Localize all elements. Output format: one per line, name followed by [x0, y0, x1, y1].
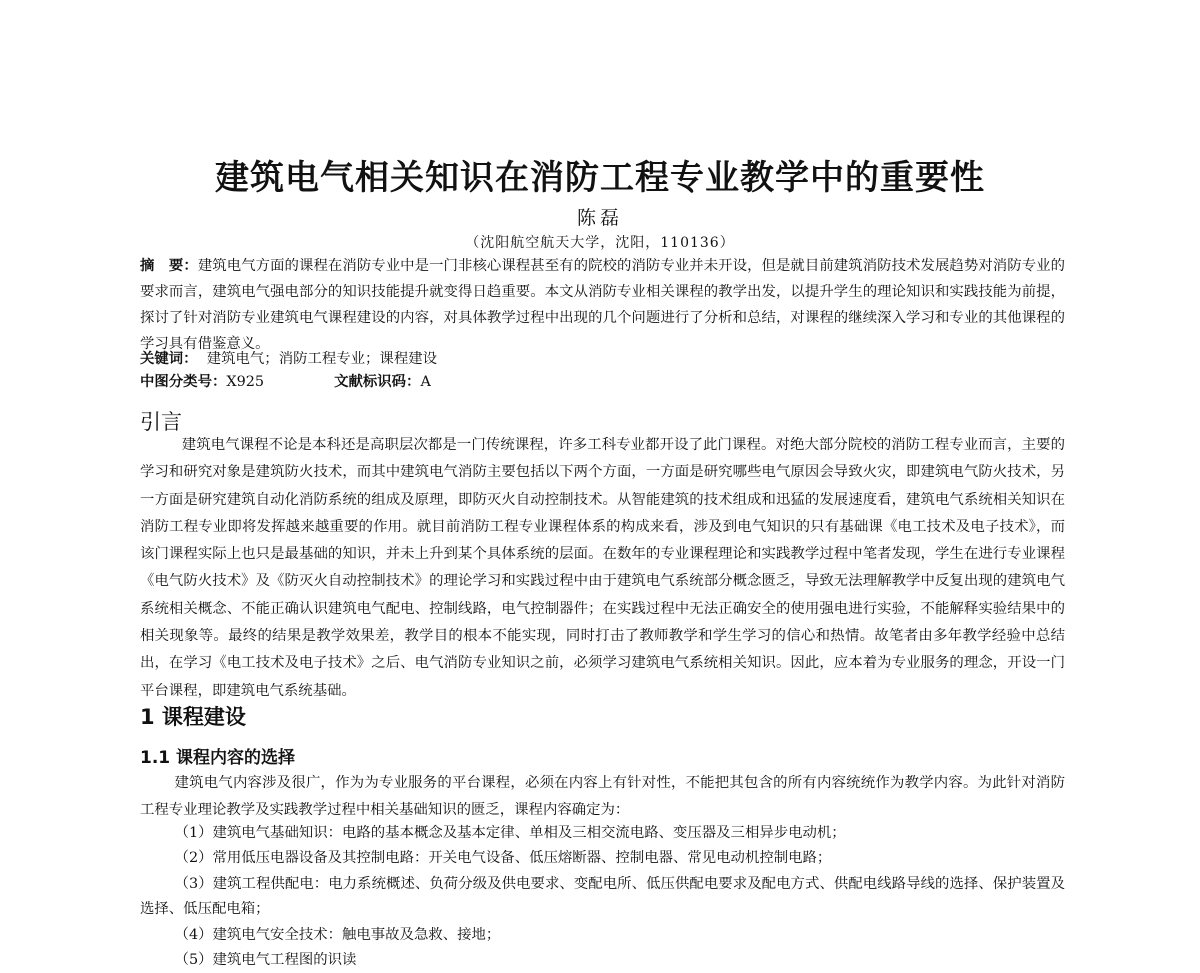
section-1-1-heading: 1.1 课程内容的选择	[140, 748, 296, 768]
doc-code-value: A	[420, 374, 431, 390]
section-1-heading: 1 课程建设	[140, 705, 246, 729]
list-item: （1）建筑电气基础知识：电路的基本概念及基本定律、单相及三相交流电路、变压器及三相异步电动机；	[174, 825, 846, 841]
abstract-label: 摘 要：	[140, 257, 198, 274]
abstract	[140, 253, 1065, 357]
paper-title: 建筑电气相关知识在消防工程专业教学中的重要性	[215, 158, 985, 198]
doc-code-label: 文献标识码：	[334, 373, 421, 390]
section-1-1-paragraph: 建筑电气内容涉及很广，作为为专业服务的平台课程，必须在内容上有针对性，不能把其包含的所有内容统统作为教学内容。为此针对消防工程专业理论教学及实践教学过程中相关基础知识的匮乏，课程内容确定为：	[140, 775, 1065, 819]
list-item: （5）建筑电气工程图的识读	[174, 952, 357, 969]
course-content-list	[140, 821, 1065, 973]
abstract-text: 建筑电气方面的课程在消防专业中是一门非核心课程甚至有的院校的消防专业并未开设，但是就目前建筑消防技术发展趋势对消防专业的要求而言，建筑电气强电部分的知识技能提升就变得日趋重要。本文从消防专业相关课程的教学出发，以提升学生的理论知识和实践技能为前提，探讨了针对消防专业建筑电气课程建设的内容，对具体教学过程中出现的几个问题进行了分析和总结，对课程的继续深入学习和专业的其他课程的学习具有借鉴意义。	[140, 258, 1065, 352]
clc-value: X925	[226, 374, 265, 390]
clc-label: 中图分类号：	[140, 373, 227, 390]
keywords	[140, 347, 1065, 371]
list-item: （2）常用低压电器设备及其控制电路：开关电气设备、低压熔断器、控制电器、常见电动机控制电路；	[174, 850, 832, 867]
list-item: （3）建筑工程供配电：电力系统概述、负荷分级及供电要求、变配电所、低压供配电要求及配电方式、供配电线路导线的选择、保护装置及选择、低压配电箱；	[140, 875, 1065, 918]
intro-paragraph: 建筑电气课程不论是本科还是高职层次都是一门传统课程，许多工科专业都开设了此门课程。对绝大部分院校的消防工程专业而言，主要的学习和研究对象是建筑防火技术，而其中建筑电气消防主要包括以下两个方面，一方面是研究哪些电气原因会导致火灾，即建筑电气防火技术，另一方面是研究建筑自动化消防系统的组成及原理，即防灭火自动控制技术。从智能建筑的技术组成和迅猛的发展速度看，建筑电气系统相关知识在消防工程专业即将发挥越来越重要的作用。就目前消防工程专业课程体系的构成来看，涉及到电气知识的只有基础课《电工技术及电子技术》，而该门课程实际上也只是最基础的知识，并未上升到某个具体系统的层面。在数年的专业课程理论和实践教学过程中笔者发现，学生在进行专业课程《电气防火技术》及《防灭火自动控制技术》的理论学习和实践过程中由于建筑电气系统部分概念匮乏，导致无法理解教学中反复出现的建筑电气系统相关概念、不能正确认识建筑电气配电、控制线路，电气控制器件；在实践过程中无法正确安全的使用强电进行实验，不能解释实验结果中的相关现象等。最终的结果是教学效果差，教学目的根本不能实现，同时打击了教师教学和学生学习的信心和热情。故笔者由多年教学经验中总结出，在学习《电工技术及电子技术》之后、电气消防专业知识之前，必须学习建筑电气系统相关知识。因此，应本着为专业服务的理念，开设一门平台课程，即建筑电气系统基础。	[140, 437, 1065, 699]
classification-line	[140, 371, 1065, 393]
keywords-text: 建筑电气；消防工程专业；课程建设	[206, 351, 437, 367]
list-item: （4）建筑电气安全技术：触电事故及急救、接地；	[174, 926, 501, 943]
author-name: 陈磊	[576, 207, 623, 229]
author-affiliation: （沈阳航空航天大学，沈阳，110136）	[465, 235, 735, 251]
intro-heading: 引言	[140, 410, 182, 434]
keywords-label: 关键词：	[140, 350, 198, 367]
